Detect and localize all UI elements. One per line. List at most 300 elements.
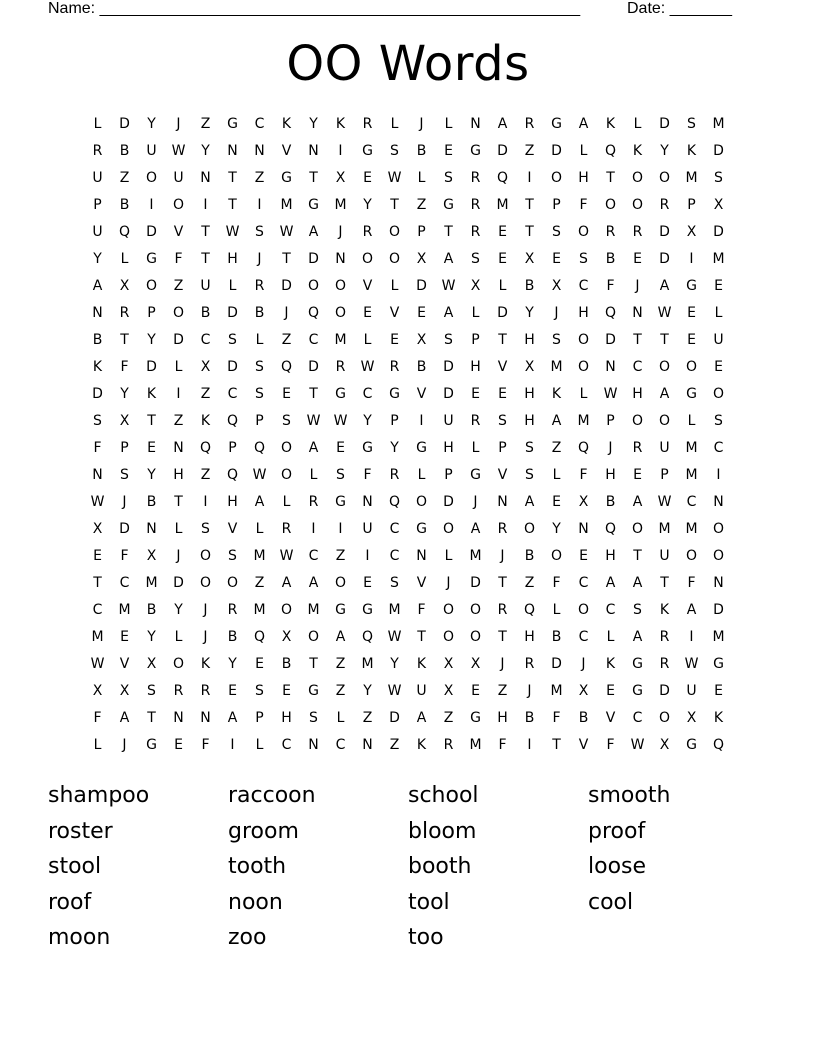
grid-letter: V — [416, 386, 427, 402]
grid-letter: N — [92, 305, 103, 321]
grid-letter: W — [171, 143, 186, 159]
grid-letter: D — [713, 143, 724, 159]
grid-letter: H — [578, 305, 589, 321]
grid-letter: Y — [309, 116, 318, 132]
grid-letter: E — [93, 548, 102, 564]
word-list-item: noon — [228, 889, 283, 915]
grid-letter: I — [203, 197, 208, 213]
grid-letter: E — [714, 683, 723, 699]
grid-letter: S — [282, 413, 291, 429]
grid-letter: C — [632, 359, 643, 375]
grid-letter: R — [173, 683, 184, 699]
grid-letter: B — [92, 332, 103, 348]
grid-letter: J — [581, 656, 586, 672]
grid-letter: X — [551, 278, 562, 294]
grid-letter: X — [578, 683, 589, 699]
grid-letter: G — [146, 251, 157, 267]
grid-letter: I — [527, 170, 532, 186]
grid-letter: L — [336, 710, 345, 726]
grid-letter: T — [633, 332, 642, 348]
grid-letter: A — [281, 575, 292, 591]
grid-letter: C — [578, 575, 589, 591]
grid-letter: W — [387, 170, 402, 186]
grid-letter: Y — [174, 602, 183, 618]
grid-letter: C — [389, 521, 400, 537]
grid-letter: T — [498, 332, 507, 348]
grid-letter: O — [415, 494, 428, 510]
grid-letter: O — [631, 413, 644, 429]
grid-letter: D — [281, 278, 292, 294]
grid-letter: L — [174, 629, 183, 645]
grid-letter: H — [605, 467, 616, 483]
grid-letter: N — [92, 467, 103, 483]
grid-letter: J — [122, 494, 127, 510]
name-field-line: Name: ______________________________________________________ — [48, 0, 581, 17]
word-list-item: cool — [588, 889, 634, 915]
grid-letter: Y — [147, 332, 156, 348]
grid-letter: F — [606, 278, 615, 294]
grid-letter: L — [255, 332, 264, 348]
grid-letter: T — [417, 629, 426, 645]
grid-letter: S — [444, 332, 453, 348]
grid-row — [84, 300, 732, 327]
grid-letter: Z — [497, 683, 508, 699]
grid-letter: W — [333, 413, 348, 429]
grid-letter: J — [635, 278, 640, 294]
grid-letter: A — [119, 710, 130, 726]
grid-letter: K — [92, 359, 103, 375]
grid-letter: P — [93, 197, 102, 213]
grid-letter: Y — [552, 521, 561, 537]
grid-letter: A — [470, 521, 481, 537]
grid-letter: B — [551, 629, 562, 645]
grid-letter: H — [173, 467, 184, 483]
grid-letter: O — [658, 170, 671, 186]
grid-letter: R — [335, 359, 346, 375]
grid-letter: X — [92, 683, 103, 699]
grid-letter: L — [174, 359, 183, 375]
grid-letter: Z — [551, 440, 562, 456]
grid-letter: J — [608, 440, 613, 456]
grid-letter: S — [390, 143, 399, 159]
grid-letter: A — [308, 440, 319, 456]
grid-letter: I — [689, 251, 694, 267]
grid-letter: X — [119, 683, 130, 699]
grid-letter: A — [524, 494, 535, 510]
grid-letter: Z — [524, 143, 535, 159]
grid-letter: B — [200, 305, 211, 321]
grid-letter: Q — [577, 440, 590, 456]
grid-letter: A — [416, 710, 427, 726]
grid-letter: E — [552, 494, 561, 510]
grid-letter: A — [308, 575, 319, 591]
grid-letter: I — [689, 629, 694, 645]
grid-letter: K — [659, 602, 670, 618]
grid-letter: F — [363, 467, 372, 483]
grid-letter: N — [632, 305, 643, 321]
word-list-item: loose — [588, 854, 647, 880]
grid-letter: M — [334, 332, 347, 348]
grid-letter: I — [338, 143, 343, 159]
grid-letter: L — [498, 278, 507, 294]
grid-letter: N — [470, 116, 481, 132]
grid-letter: A — [632, 494, 643, 510]
grid-letter: J — [419, 116, 424, 132]
grid-letter: S — [93, 413, 102, 429]
grid-letter: W — [90, 656, 105, 672]
grid-letter: Y — [660, 143, 669, 159]
grid-letter: H — [524, 413, 535, 429]
grid-letter: D — [713, 602, 724, 618]
grid-letter: R — [605, 224, 616, 240]
grid-letter: M — [334, 197, 347, 213]
grid-letter: O — [172, 197, 185, 213]
grid-letter: X — [659, 737, 670, 753]
grid-letter: N — [713, 575, 724, 591]
grid-letter: O — [388, 251, 401, 267]
grid-letter: Q — [496, 170, 509, 186]
grid-letter: O — [280, 467, 293, 483]
grid-letter: R — [200, 683, 211, 699]
grid-letter: C — [578, 629, 589, 645]
grid-letter: P — [390, 413, 399, 429]
grid-letter: R — [524, 656, 535, 672]
grid-letter: Q — [604, 521, 617, 537]
grid-letter: H — [524, 629, 535, 645]
grid-letter: R — [389, 359, 400, 375]
grid-letter: R — [659, 197, 670, 213]
grid-letter: R — [470, 413, 481, 429]
grid-letter: L — [444, 548, 453, 564]
grid-letter: Q — [604, 305, 617, 321]
grid-letter: F — [93, 710, 102, 726]
grid-letter: L — [255, 737, 264, 753]
grid-letter: M — [118, 602, 131, 618]
grid-letter: E — [633, 467, 642, 483]
grid-letter: O — [712, 548, 725, 564]
grid-letter: O — [658, 710, 671, 726]
grid-letter: N — [200, 710, 211, 726]
grid-letter: X — [524, 359, 535, 375]
grid-letter: G — [146, 737, 157, 753]
grid-letter: X — [443, 656, 454, 672]
grid-letter: C — [335, 737, 346, 753]
grid-letter: U — [92, 224, 103, 240]
grid-letter: Q — [226, 413, 239, 429]
word-list-item: zoo — [228, 925, 267, 951]
grid-letter: Q — [253, 440, 266, 456]
grid-letter: H — [470, 359, 481, 375]
grid-letter: W — [684, 656, 699, 672]
grid-letter: E — [255, 656, 264, 672]
grid-letter: M — [685, 440, 698, 456]
grid-letter: I — [716, 467, 721, 483]
grid-letter: B — [119, 143, 130, 159]
word-list-item: bloom — [408, 818, 477, 844]
grid-letter: S — [471, 251, 480, 267]
grid-letter: F — [417, 602, 426, 618]
grid-letter: O — [307, 278, 320, 294]
grid-letter: F — [579, 197, 588, 213]
grid-letter: T — [120, 332, 129, 348]
grid-letter: S — [120, 467, 129, 483]
grid-letter: L — [552, 467, 561, 483]
grid-letter: L — [120, 251, 129, 267]
grid-letter: H — [578, 170, 589, 186]
grid-letter: H — [443, 440, 454, 456]
grid-letter: N — [362, 737, 373, 753]
grid-row — [84, 624, 732, 651]
grid-letter: R — [227, 602, 238, 618]
grid-letter: O — [550, 548, 563, 564]
grid-letter: M — [469, 548, 482, 564]
grid-letter: C — [362, 386, 373, 402]
grid-letter: D — [173, 575, 184, 591]
grid-letter: X — [470, 656, 481, 672]
grid-letter: E — [444, 143, 453, 159]
grid-letter: G — [551, 116, 562, 132]
grid-letter: T — [147, 413, 156, 429]
grid-letter: O — [199, 575, 212, 591]
grid-letter: C — [227, 386, 238, 402]
grid-letter: L — [606, 629, 615, 645]
grid-letter: L — [417, 170, 426, 186]
grid-letter: T — [390, 197, 399, 213]
grid-letter: Y — [363, 197, 372, 213]
grid-letter: A — [605, 575, 616, 591]
grid-letter: Z — [200, 386, 211, 402]
grid-letter: X — [281, 629, 292, 645]
grid-letter: A — [335, 629, 346, 645]
grid-letter: M — [712, 116, 725, 132]
grid-letter: Q — [361, 629, 374, 645]
grid-letter: T — [525, 224, 534, 240]
grid-letter: B — [254, 305, 265, 321]
grid-letter: I — [419, 413, 424, 429]
grid-letter: S — [309, 710, 318, 726]
grid-letter: H — [524, 386, 535, 402]
grid-row — [84, 435, 732, 462]
grid-letter: O — [199, 548, 212, 564]
grid-letter: Y — [228, 656, 237, 672]
grid-letter: N — [173, 440, 184, 456]
grid-letter: X — [119, 278, 130, 294]
grid-letter: X — [416, 332, 427, 348]
grid-letter: O — [577, 602, 590, 618]
grid-letter: V — [227, 521, 238, 537]
word-list-item: smooth — [588, 783, 671, 808]
grid-letter: C — [119, 575, 130, 591]
grid-letter: T — [201, 251, 210, 267]
grid-letter: D — [497, 305, 508, 321]
grid-letter: K — [605, 656, 616, 672]
grid-letter: O — [712, 521, 725, 537]
grid-letter: R — [362, 224, 373, 240]
grid-letter: S — [714, 170, 723, 186]
grid-letter: S — [579, 251, 588, 267]
grid-letter: K — [281, 116, 292, 132]
grid-letter: S — [228, 548, 237, 564]
grid-letter: O — [577, 359, 590, 375]
grid-letter: K — [200, 413, 211, 429]
grid-letter: U — [362, 521, 373, 537]
grid-row — [84, 489, 732, 516]
grid-letter: N — [605, 359, 616, 375]
grid-letter: E — [147, 440, 156, 456]
grid-letter: O — [145, 278, 158, 294]
grid-letter: P — [606, 413, 615, 429]
grid-letter: V — [416, 575, 427, 591]
grid-letter: G — [362, 143, 373, 159]
grid-letter: S — [390, 575, 399, 591]
grid-letter: D — [146, 224, 157, 240]
word-list-item: roster — [48, 818, 113, 844]
grid-letter: E — [633, 251, 642, 267]
grid-letter: V — [578, 737, 589, 753]
grid-letter: H — [605, 548, 616, 564]
grid-letter: S — [228, 332, 237, 348]
grid-letter: I — [230, 737, 235, 753]
grid-letter: H — [524, 332, 535, 348]
grid-letter: W — [306, 413, 321, 429]
grid-letter: G — [308, 683, 319, 699]
grid-letter: A — [659, 278, 670, 294]
grid-letter: R — [524, 116, 535, 132]
grid-letter: D — [551, 143, 562, 159]
grid-letter: V — [119, 656, 130, 672]
grid-letter: T — [552, 737, 561, 753]
grid-letter: D — [308, 359, 319, 375]
grid-letter: E — [552, 251, 561, 267]
grid-letter: J — [203, 629, 208, 645]
grid-row — [84, 246, 732, 273]
grid-letter: Z — [335, 548, 346, 564]
grid-letter: U — [416, 683, 427, 699]
grid-row — [84, 462, 732, 489]
grid-letter: G — [470, 143, 481, 159]
grid-letter: Z — [524, 575, 535, 591]
word-list-item: tooth — [228, 854, 287, 880]
grid-letter: E — [687, 332, 696, 348]
grid-letter: O — [334, 278, 347, 294]
grid-letter: P — [660, 467, 669, 483]
grid-letter: L — [255, 521, 264, 537]
word-list-item: proof — [588, 818, 646, 844]
grid-letter: K — [146, 386, 157, 402]
grid-letter: E — [120, 629, 129, 645]
grid-letter: G — [362, 602, 373, 618]
grid-letter: W — [279, 548, 294, 564]
word-search-grid — [84, 111, 732, 759]
grid-letter: B — [227, 629, 238, 645]
grid-letter: U — [713, 332, 724, 348]
grid-letter: T — [525, 197, 534, 213]
grid-letter: X — [200, 359, 211, 375]
grid-letter: M — [550, 683, 563, 699]
grid-letter: O — [577, 332, 590, 348]
grid-letter: D — [443, 359, 454, 375]
grid-letter: W — [657, 494, 672, 510]
grid-letter: N — [173, 710, 184, 726]
grid-letter: W — [225, 224, 240, 240]
grid-letter: Y — [93, 251, 102, 267]
word-list-item: raccoon — [228, 783, 316, 808]
grid-letter: X — [92, 521, 103, 537]
grid-letter: D — [173, 332, 184, 348]
grid-letter: J — [122, 737, 127, 753]
grid-letter: L — [417, 467, 426, 483]
grid-letter: Z — [254, 170, 265, 186]
grid-letter: D — [659, 251, 670, 267]
grid-letter: Z — [281, 332, 292, 348]
grid-letter: R — [470, 197, 481, 213]
grid-letter: L — [552, 602, 561, 618]
grid-letter: Z — [389, 737, 400, 753]
grid-letter: T — [174, 494, 183, 510]
grid-letter: Y — [147, 629, 156, 645]
grid-letter: D — [605, 332, 616, 348]
grid-row — [84, 111, 732, 138]
grid-letter: M — [361, 656, 374, 672]
grid-letter: A — [443, 305, 454, 321]
grid-letter: J — [473, 494, 478, 510]
grid-letter: K — [605, 116, 616, 132]
grid-letter: O — [280, 602, 293, 618]
grid-letter: O — [712, 386, 725, 402]
grid-letter: W — [90, 494, 105, 510]
grid-letter: O — [658, 413, 671, 429]
grid-letter: Z — [335, 683, 346, 699]
grid-letter: X — [146, 548, 157, 564]
grid-letter: Z — [119, 170, 130, 186]
grid-letter: L — [93, 737, 102, 753]
grid-letter: V — [362, 278, 373, 294]
grid-letter: T — [309, 386, 318, 402]
grid-letter: C — [389, 548, 400, 564]
grid-letter: C — [254, 116, 265, 132]
grid-letter: K — [713, 710, 724, 726]
grid-letter: N — [254, 143, 265, 159]
grid-letter: C — [605, 602, 616, 618]
grid-letter: F — [687, 575, 696, 591]
grid-letter: U — [92, 170, 103, 186]
grid-letter: W — [657, 305, 672, 321]
grid-letter: G — [686, 278, 697, 294]
grid-letter: O — [631, 197, 644, 213]
grid-letter: P — [120, 440, 129, 456]
grid-letter: J — [176, 116, 181, 132]
grid-letter: M — [91, 629, 104, 645]
grid-letter: Y — [147, 467, 156, 483]
grid-letter: Q — [280, 359, 293, 375]
grid-letter: E — [363, 305, 372, 321]
grid-letter: H — [497, 710, 508, 726]
grid-letter: S — [498, 413, 507, 429]
grid-letter: J — [554, 305, 559, 321]
grid-letter: X — [578, 494, 589, 510]
word-list-item: moon — [48, 925, 111, 951]
grid-letter: S — [714, 413, 723, 429]
grid-letter: Y — [201, 143, 210, 159]
grid-letter: E — [498, 251, 507, 267]
grid-letter: W — [603, 386, 618, 402]
grid-letter: Z — [173, 278, 184, 294]
word-list-item: shampoo — [48, 783, 150, 808]
grid-letter: F — [174, 251, 183, 267]
grid-letter: R — [497, 602, 508, 618]
grid-row — [84, 570, 732, 597]
grid-letter: W — [441, 278, 456, 294]
